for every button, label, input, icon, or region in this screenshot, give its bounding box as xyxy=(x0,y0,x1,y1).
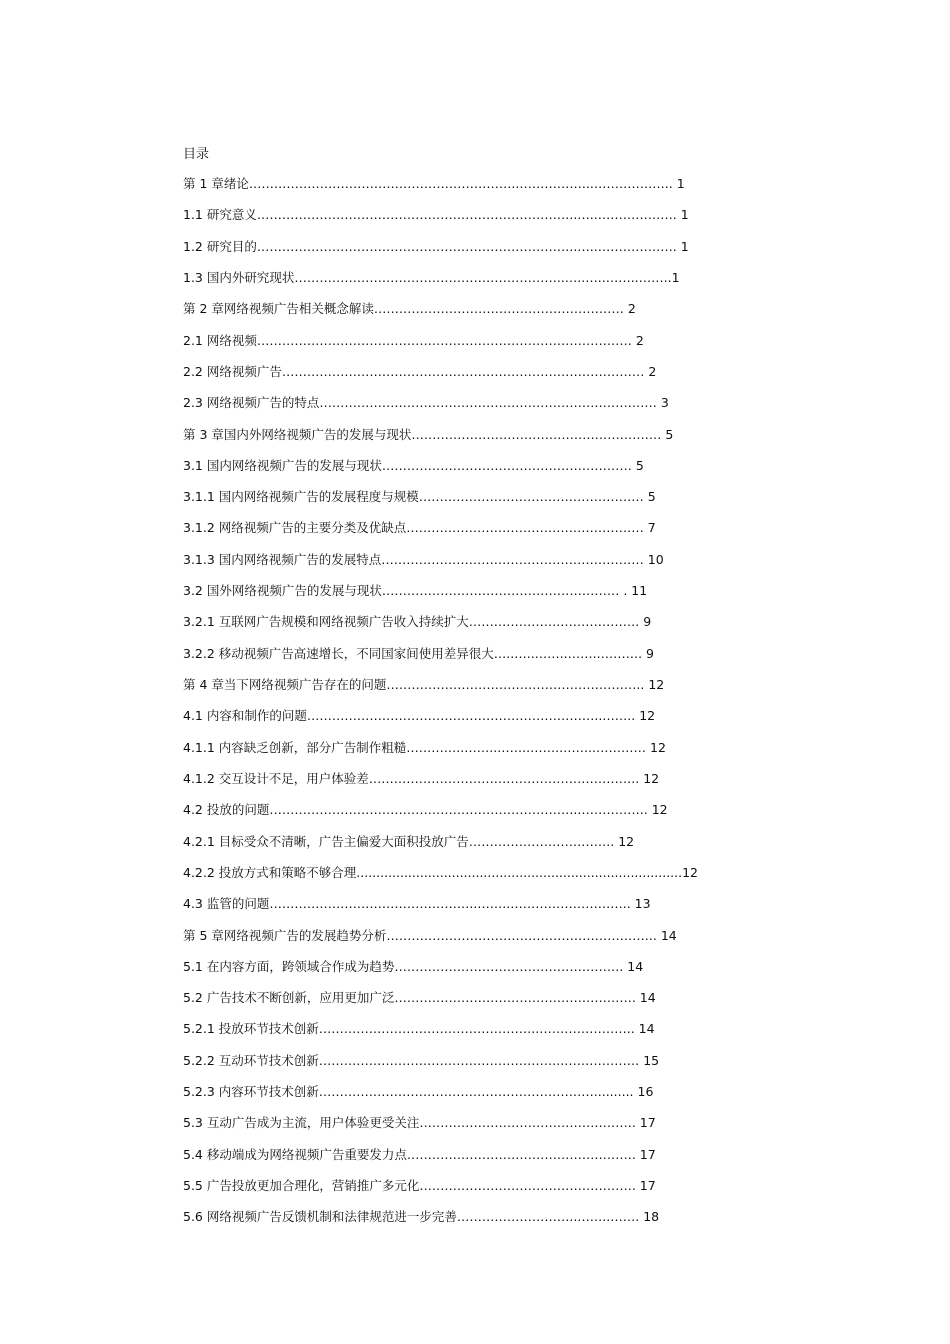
toc-entry: 第 2 章网络视频广告相关概念解读…………………………………………………… 2 xyxy=(183,301,636,317)
toc-entry: 4.1.1 内容缺乏创新，部分广告制作粗糙…………..……..……..……..……..………… 12 xyxy=(183,739,666,755)
toc-entry: 5.5 广告投放更加合理化，营销推广多元化……………………………………………. 17 xyxy=(183,1178,656,1193)
toc-entry: 4.2.1 目标受众不清晰，广告主偏爱大面积投放广告…………………………….. 12 xyxy=(183,833,635,849)
toc-entry: 5.4 移动端成为网络视频广告重要发力点………………………………………………. 17 xyxy=(183,1146,656,1162)
toc-entry: 2.3 网络视频广告的特点……………………………………………………………………… 3 xyxy=(183,395,669,411)
toc-entry: 第 4 章当下网络视频广告存在的问题…………………………………………………….. 12 xyxy=(183,677,665,692)
toc-entry: 第 5 章网络视频广告的发展趋势分析……………………………………………………….. 14 xyxy=(183,927,677,943)
toc-entry: 3.1.3 国内网络视频广告的发展特点……………………………………………………… 10 xyxy=(183,551,664,567)
toc-entry: 5.6 网络视频广告反馈机制和法律规范进一步完善………………………..……..……. 18 xyxy=(183,1209,660,1225)
toc-entry: 3.2 国外网络视频广告的发展与现状………………………………………………… . 11 xyxy=(183,583,648,599)
toc-entry: 2.2 网络视频广告…………………………………………………………………………… 2 xyxy=(183,363,657,379)
toc-entry: 5.1 在内容方面，跨领域合作成为趋势………………………………………………. 14 xyxy=(183,958,644,974)
toc-entry: 4.1.2 交互设计不足，用户体验差……………………………………………………….. 12 xyxy=(183,770,660,786)
toc-entry: 4.2.2 投放方式和策略不够合理..................................................................................12 xyxy=(183,864,699,880)
toc-entry: 3.1.2 网络视频广告的主要分类及优缺点………………………………………………… 7 xyxy=(183,520,656,536)
toc-list xyxy=(183,172,743,1237)
toc-entry: 1.3 国内外研究现状………………………………………………………..…..…..……..……..1 xyxy=(183,269,680,285)
toc-entry: 2.1 网络视频……………………………………………………………………………… 2 xyxy=(183,332,644,348)
toc-entry: 3.1 国内网络视频广告的发展与现状…………………………………………………… 5 xyxy=(183,457,644,473)
toc-entry: 5.2.1 投放环节技术创新……………………………………………..………………….. 14 xyxy=(183,1021,655,1037)
toc-entry: 4.1 内容和制作的问题……………………………………………………………..…….. 12 xyxy=(183,708,656,724)
toc-entry: 3.1.1 国内网络视频广告的发展程度与规模……………………………………………… 5 xyxy=(183,489,656,505)
toc-entry: 5.2.2 互动环节技术创新…………………………………………………..……………… 15 xyxy=(183,1052,660,1068)
toc-entry: 4.2 投放的问题………………………………………………………………..…………….. 12 xyxy=(183,802,668,818)
toc-entry: 1.1 研究意义…………………………………………………………………..…..………………. 1 xyxy=(183,207,689,223)
toc-entry: 5.2 广告技术不断创新，应用更加广泛…………………………………………………. 14 xyxy=(183,990,656,1006)
toc-entry: 5.2.3 内容环节技术创新………………………………………………………….......... 16 xyxy=(183,1084,654,1100)
toc-entry: 3.2.2 移动视频广告高速增长，不同国家间使用差异很大…..…..……..……..………. 9 xyxy=(183,645,654,661)
toc-entry: 4.3 监管的问题…………………………………………..……..……………………….. 13 xyxy=(183,896,651,912)
toc-entry: 5.3 互动广告成为主流，用户体验更受关注……………………………………………. 17 xyxy=(183,1115,656,1131)
toc-entry: 3.2.1 互联网广告规模和网络视频广告收入持续扩大………………….………………. 9 xyxy=(183,614,652,630)
toc-title: 目录 xyxy=(183,147,210,162)
toc-entry: 第 3 章国内外网络视频广告的发展与现状…………………………………………………… 5 xyxy=(183,426,674,442)
toc-entry: 第 1 章绪论………………………………………………………..……………..……………….. 1 xyxy=(183,176,685,191)
toc-entry: 1.2 研究目的…………………………………………………………………..…..………………. 1 xyxy=(183,238,689,254)
